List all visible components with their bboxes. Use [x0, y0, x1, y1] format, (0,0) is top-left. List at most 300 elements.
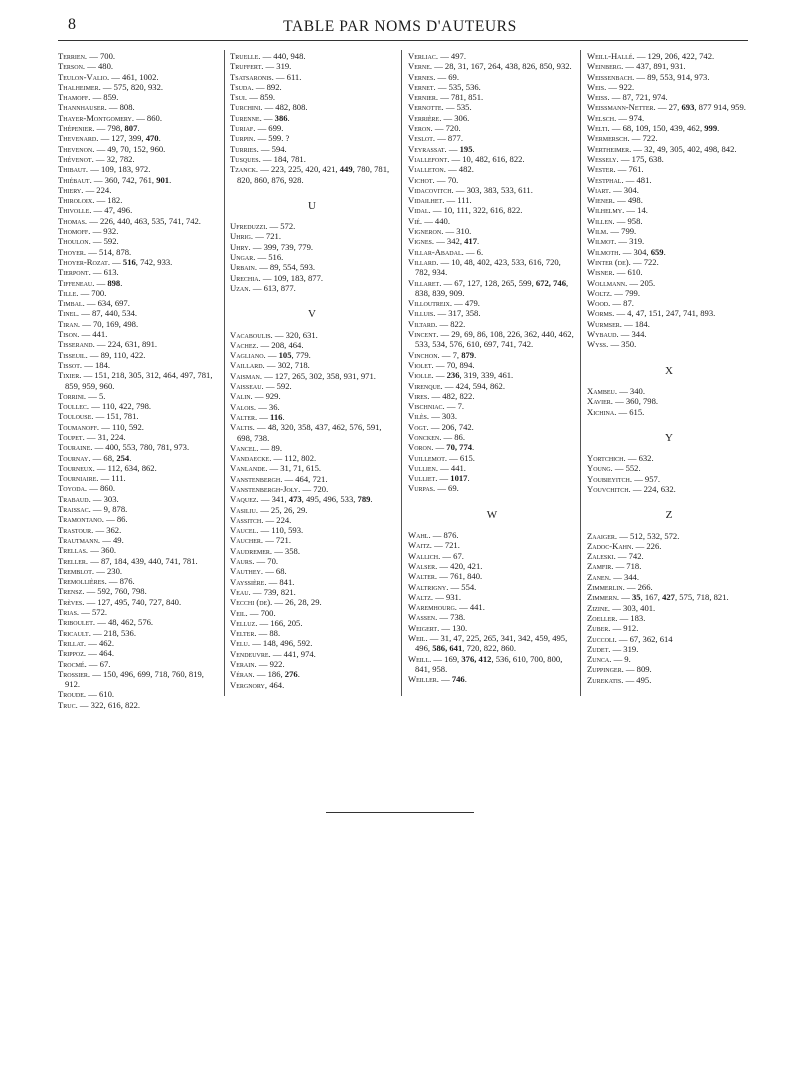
page-refs: — 340. [619, 385, 645, 396]
page-refs: — 958. [616, 215, 643, 226]
author-name: Wallich. [408, 550, 441, 561]
page-refs: — 615. [618, 406, 645, 417]
author-name: Thomoff. [58, 226, 91, 237]
index-entry [58, 545, 218, 555]
page-refs: — [263, 112, 275, 123]
page-refs: — 482, 822. [431, 390, 475, 401]
index-entry [58, 628, 218, 638]
index-entry [587, 664, 751, 674]
index-entry [230, 252, 394, 262]
author-name: Weil. [408, 633, 428, 644]
index-entry [587, 195, 751, 205]
author-name: Wester. [587, 164, 616, 175]
index-entry [58, 411, 218, 421]
index-entry [230, 61, 394, 71]
author-name: Vendeuvre. [230, 648, 271, 659]
index-entry [408, 551, 576, 561]
author-name: Vaudremer. [230, 545, 273, 556]
author-name: Youvchitch. [587, 483, 631, 494]
index-entry [408, 612, 576, 622]
page-refs: — 112, 634, 862. [96, 462, 157, 473]
author-name: Viallefont. [408, 153, 450, 164]
page-refs: — 957. [634, 473, 660, 484]
page-refs: — 89, 553, 914, 973. [636, 71, 710, 82]
page-refs: — 88. [258, 628, 281, 639]
author-name: Tiffeneau. [58, 277, 95, 288]
author-name: Vacaboulis. [230, 329, 273, 340]
page-refs: — 922. [608, 81, 635, 92]
page-refs: — 974. [618, 112, 645, 123]
page-refs: — 535. [445, 102, 472, 113]
author-name: Weinberg. [587, 61, 624, 72]
index-entry [587, 102, 751, 112]
page-refs: — 441. [81, 329, 108, 340]
author-name: Velluz. [230, 617, 258, 628]
index-entry [58, 308, 218, 318]
index-entry [230, 494, 394, 504]
page-refs: — 27, [657, 102, 682, 113]
index-entry [230, 422, 394, 443]
main-page-ref: 254 [116, 452, 130, 463]
author-name: Vachez. [230, 339, 259, 350]
page-refs: — 699. [257, 123, 284, 134]
page-refs: — 226, 440, 463, 535, 741, 742. [89, 215, 201, 226]
footer-rule [326, 812, 474, 813]
index-entry [587, 623, 751, 633]
index-entry [230, 360, 394, 370]
index-entry [230, 669, 394, 679]
author-name: Wilmot. [587, 236, 617, 247]
author-name: Westphal. [587, 174, 624, 185]
index-entry [58, 288, 218, 298]
index-entry [408, 82, 576, 92]
index-entry [587, 484, 751, 494]
index-entry [408, 463, 576, 473]
index-entry [587, 561, 751, 571]
author-name: Trastour. [58, 524, 94, 535]
main-page-ref: 672, 746 [535, 277, 566, 288]
index-entry [58, 494, 218, 504]
page-refs: — 322, 616, 822. [79, 699, 141, 710]
page-refs: — 110, 422, 798. [91, 401, 152, 412]
author-name: Vidailhet. [408, 195, 445, 206]
page-refs: — 303, 401. [612, 602, 656, 613]
index-entry [408, 602, 576, 612]
author-name: Thépenier. [58, 123, 95, 134]
page-refs: — [621, 592, 632, 603]
index-entry [230, 484, 394, 494]
section-letter: Z [665, 509, 673, 522]
author-name: Vagliano. [230, 350, 266, 361]
index-entry [408, 195, 576, 205]
index-entry [58, 175, 218, 185]
main-page-ref: 516 [122, 256, 136, 267]
index-entry [408, 432, 576, 442]
page-refs: — 860. [136, 112, 162, 123]
index-entry [58, 205, 218, 215]
page-refs-cont: , 780, 781, 820, 860, 876, 928. [237, 164, 390, 185]
main-page-ref: 586, 641 [432, 643, 463, 654]
author-name: Thamoff. [58, 92, 91, 103]
author-name: Voron. [408, 442, 434, 453]
page-refs: — 110, 592. [101, 421, 144, 432]
page-refs: — 226. [635, 540, 662, 551]
page-refs: — 10, 48, 402, 423, 533, 616, 720, 782, 934. [415, 256, 561, 278]
page-refs: — 931. [435, 591, 461, 602]
index-entry [230, 402, 394, 412]
author-name: Vigneron. [408, 226, 444, 237]
page-refs: — 464, 721. [284, 473, 328, 484]
author-name: Verrière. [408, 112, 442, 123]
page-refs: — 613, 877. [252, 282, 296, 293]
page-refs: — 224, 631, 891. [96, 339, 158, 350]
author-name: Vanstenbergh-Joly. [230, 483, 301, 494]
author-name: Triboulet. [58, 617, 96, 628]
index-entry [230, 231, 394, 241]
index-entry [587, 634, 751, 644]
index-entry [408, 133, 576, 143]
index-entry [587, 453, 751, 463]
index-entry [230, 371, 394, 381]
index-entry [230, 102, 394, 112]
index-entry [58, 556, 218, 566]
page-refs: — 70. [256, 556, 279, 567]
index-entry [587, 463, 751, 473]
page-refs: — 25, 26, 29. [260, 504, 308, 515]
author-name: Verliac. [408, 51, 439, 61]
page-refs: — 319. [265, 61, 292, 72]
author-name: Thivolle. [58, 205, 92, 216]
index-entry [587, 592, 751, 602]
index-entry [230, 525, 394, 535]
page-refs: — 611. [275, 71, 302, 82]
page-refs: — 876. [432, 530, 459, 541]
index-entry [230, 649, 394, 659]
page-refs: — 739, 821. [252, 586, 296, 597]
author-name: Trippoz. [58, 648, 87, 659]
main-page-ref: 236 [446, 370, 460, 381]
page-refs: — 69. [437, 483, 459, 494]
page-refs: — 350. [610, 339, 637, 350]
page-refs: — [259, 411, 271, 422]
author-name: Vaisman. [230, 370, 263, 381]
author-name: Zizine. [587, 602, 611, 613]
page-refs: — 721. [265, 535, 291, 546]
author-name: Trias. [58, 607, 80, 618]
author-name: Welti. [587, 123, 610, 134]
index-entry [230, 51, 394, 61]
page-refs: — 320, 631. [274, 329, 318, 340]
index-entry [408, 123, 576, 133]
author-name: Zudet. [587, 643, 611, 654]
page-refs: — 572. [269, 221, 296, 232]
page-refs-cont: . [158, 133, 161, 144]
page-refs: — 317, 358. [437, 308, 481, 319]
author-name: Tremblot. [58, 565, 95, 576]
index-entry [58, 102, 218, 112]
index-entry [58, 648, 218, 658]
index-entry [230, 164, 394, 185]
index-entry [587, 531, 751, 541]
page-refs: — 184. [84, 359, 111, 370]
page-refs: — 303, 383, 533, 611. [455, 184, 533, 195]
page-refs: — 130. [441, 622, 468, 633]
index-entry [230, 515, 394, 525]
index-entry [58, 92, 218, 102]
index-entry [58, 257, 218, 267]
page-refs: — 48, 320, 358, 437, 462, 576, 591, 698, 738. [237, 422, 382, 443]
index-entry [408, 623, 576, 633]
page-refs: — 223, 225, 420, 421, [260, 164, 340, 175]
index-entry [230, 546, 394, 556]
index-entry [58, 226, 218, 236]
author-name: Traissac. [58, 504, 91, 515]
page-refs: — 877. [437, 133, 463, 144]
index-entry [587, 541, 751, 551]
author-name: Velter. [230, 628, 257, 639]
page-refs: — 224. [265, 514, 292, 525]
index-entry [230, 597, 394, 607]
index-entry [58, 319, 218, 329]
index-entry [408, 257, 576, 278]
section-letter: X [665, 364, 673, 377]
author-name: Villard. [408, 256, 439, 267]
page-refs: — 5. [88, 390, 106, 401]
author-name: Vialleton. [408, 164, 446, 175]
index-entry [58, 422, 218, 432]
author-name: Trillat. [58, 637, 87, 648]
index-entry [58, 483, 218, 493]
page-refs: — 224, 632. [632, 483, 676, 494]
index-entry [408, 422, 576, 432]
index-entry [58, 689, 218, 699]
page-refs: — 464. [88, 648, 115, 659]
page-refs: — 87, 440, 534. [81, 308, 138, 319]
page-refs: — 362. [95, 524, 122, 535]
page-refs: — 922. [258, 659, 285, 670]
author-name: Vaucel. [230, 525, 259, 536]
page-refs: — 70, 169, 498. [82, 318, 139, 329]
page-refs: — 86. [443, 431, 465, 442]
author-name: Virenque. [408, 380, 443, 391]
index-entry [58, 72, 218, 82]
index-entry [408, 308, 576, 318]
author-name: Zunca. [587, 654, 612, 665]
main-page-ref: 789 [357, 494, 371, 505]
page-refs: — 29, 69, 86, 108, 226, 362, 440, 462, 533, 534, 576, 610, 697, 741, 742. [415, 329, 574, 350]
page-refs: — 615. [449, 452, 475, 463]
index-entry [408, 530, 576, 540]
index-entry [58, 504, 218, 514]
page-refs: — 360. [90, 545, 117, 556]
author-name: Wollmann. [587, 277, 628, 288]
index-column-2 [230, 51, 394, 690]
author-name: Woltz. [587, 287, 613, 298]
main-page-ref: 807 [124, 123, 138, 134]
index-entry [58, 61, 218, 71]
page-refs: — 516. [257, 252, 284, 263]
page-refs: — 700. [80, 287, 107, 298]
page-refs: — 781, 851. [440, 92, 484, 103]
page-refs: — 344. [620, 329, 647, 340]
author-name: Vaucher. [230, 535, 264, 546]
page-refs-cont: . [472, 442, 475, 453]
page-refs: — 344. [613, 571, 639, 582]
index-entry [230, 587, 394, 597]
author-name: Xavier. [587, 396, 613, 407]
author-name: Waremhourg. [408, 602, 457, 613]
page-refs-cont: . [137, 123, 140, 134]
index-entry [408, 592, 576, 602]
author-name: Tzanck. [230, 164, 259, 175]
author-name: Vidal. [408, 205, 431, 216]
page-refs: — 809. [625, 664, 652, 675]
index-entry [230, 680, 394, 690]
author-name: Wybaud. [587, 329, 619, 340]
index-entry [408, 92, 576, 102]
page-refs: — 720. [434, 123, 461, 134]
author-name: Vernier. [408, 92, 439, 103]
author-name: Tremollières. [58, 576, 107, 587]
index-entry [230, 566, 394, 576]
index-entry [408, 216, 576, 226]
page-refs: — 700. [249, 607, 276, 618]
index-entry [230, 330, 394, 340]
author-name: Weiss. [587, 92, 610, 103]
author-name: Zaleski. [587, 551, 616, 562]
main-page-ref: 417 [464, 236, 478, 247]
index-entry [230, 340, 394, 350]
page-refs: — 319. [612, 643, 639, 654]
page-refs: — 36. [258, 401, 280, 412]
index-entry [587, 154, 751, 164]
author-name: Turpin. [230, 133, 256, 144]
page-refs: — 70. [436, 174, 459, 185]
index-entry [408, 51, 576, 61]
index-entry [58, 339, 218, 349]
page-refs-cont: . [477, 236, 480, 247]
page-refs-cont: . [169, 174, 172, 185]
page-refs: — 303. [92, 493, 119, 504]
author-name: Vanstenbergh. [230, 473, 283, 484]
index-entry [58, 473, 218, 483]
index-entry [408, 654, 576, 675]
author-name: Thoyer. [58, 246, 87, 257]
author-name: Thannhauser. [58, 102, 107, 113]
page-refs: — 109, 183, 972. [90, 164, 151, 175]
page-refs: — 68. [265, 566, 287, 577]
page-refs-cont: . [370, 494, 373, 505]
author-name: Villuis. [408, 308, 436, 319]
main-page-ref: 35 [631, 592, 641, 603]
index-entry [408, 154, 576, 164]
page-refs: — 859. [92, 92, 119, 103]
main-page-ref: 449 [339, 164, 353, 175]
index-entry [587, 396, 751, 406]
page-refs: — 87. [612, 298, 634, 309]
index-entry [58, 607, 218, 617]
author-name: Tierpont. [58, 267, 91, 278]
author-name: Vinchon. [408, 349, 440, 360]
index-entry [587, 329, 751, 339]
page-refs: — [96, 277, 108, 288]
index-entry [408, 102, 576, 112]
page-refs: — 440, 948. [262, 51, 306, 61]
author-name: Truc. [58, 699, 78, 710]
page-refs: — 610. [616, 267, 643, 278]
author-name: Vecchi (de). [230, 597, 273, 608]
author-name: Toullec. [58, 401, 90, 412]
index-entry [230, 608, 394, 618]
index-entry [230, 443, 394, 453]
page-refs: — 420, 421. [439, 560, 483, 571]
index-entry [58, 370, 218, 391]
column-separator [580, 50, 581, 696]
page-refs: — 127, 399, [100, 133, 146, 144]
author-name: Weis. [587, 81, 607, 92]
author-name: Touraine. [58, 442, 93, 453]
index-entry [408, 72, 576, 82]
index-entry [230, 618, 394, 628]
author-name: Treller. [58, 555, 89, 566]
author-name: Verne. [408, 61, 433, 72]
author-name: Vauthey. [230, 566, 264, 577]
index-entry [58, 298, 218, 308]
index-entry [230, 262, 394, 272]
index-entry [58, 566, 218, 576]
page-refs: — 512, 532, 572. [619, 530, 680, 541]
page-refs: — 67. [88, 658, 111, 669]
page-refs: — 205. [629, 277, 656, 288]
author-name: Wisner. [587, 267, 615, 278]
author-name: Turenne. [230, 112, 262, 123]
main-page-ref: 427 [662, 592, 675, 603]
page-refs-cont: , 536, 610, 700, 800, 841, 958. [415, 653, 563, 674]
index-entry [230, 144, 394, 154]
author-name: Vurpas. [408, 483, 436, 494]
author-name: Vincent. [408, 329, 439, 340]
page-refs: — 6. [465, 246, 484, 257]
page-refs: — 572. [81, 607, 108, 618]
author-name: Thiery. [58, 184, 84, 195]
page-refs-cont: , 720, 822, 860. [462, 643, 516, 654]
author-name: Thiébaut. [58, 174, 92, 185]
page-refs: — 150, 496, 699, 718, 760, 819, 912. [65, 668, 204, 690]
author-name: Wilm. [587, 226, 609, 237]
index-entry [587, 386, 751, 396]
index-column-1 [58, 51, 218, 710]
author-name: Worms. [587, 308, 615, 319]
author-name: Weill. [408, 653, 432, 664]
index-entry [230, 505, 394, 515]
page-refs-cont: , 319, 339, 461. [459, 370, 514, 381]
author-name: Tusques. [230, 153, 261, 164]
index-entry [58, 164, 218, 174]
page-refs: — 480. [87, 61, 114, 72]
author-name: Thomas. [58, 215, 88, 226]
page-refs: — 482, 808. [264, 102, 308, 113]
index-entry [587, 247, 751, 257]
page-refs: — 912. [612, 623, 639, 634]
page-refs: — 68, [92, 452, 117, 463]
author-name: Vanlande. [230, 463, 268, 474]
author-name: Zanen. [587, 571, 612, 582]
author-name: Zoeller. [587, 612, 618, 623]
author-name: Vaisseau. [230, 381, 264, 392]
page-refs: — 183. [619, 612, 646, 623]
page-refs-cont: , 495, 496, 533, [301, 494, 358, 505]
author-name: Waltz. [408, 591, 434, 602]
